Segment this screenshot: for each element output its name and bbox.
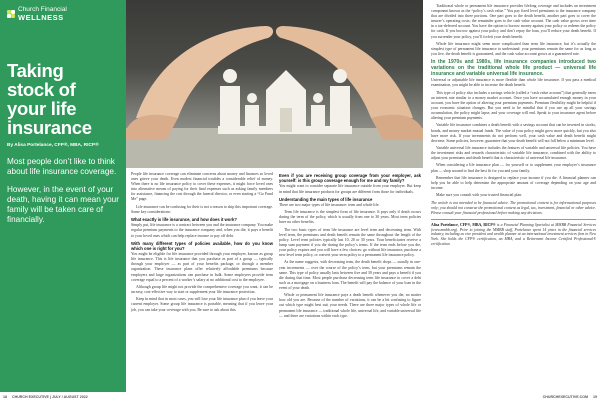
section-subheading: In the 1970s and 1980s, life insurance companies introduced two variations on the traditional whole life product — universal life insurance and variable universal life insurance. — [431, 59, 596, 78]
article-column-1 — [131, 172, 273, 315]
section-heading: Understanding the main types of life insurance — [279, 196, 373, 202]
body-paragraph: This type of policy also includes a savings vehicle (called a “cash value account”) that generally earns an interest rate similar to a money market account. Once you have accumulated enough money in your account, you have the option of altering your premium payments. Premium flexibility might be helpful if your economic situation changes. But you need to be mindful that if you use up all your savings accumulation, the policy might lapse, and your coverage will end. Speak to your insurance agent before altering your premium payments. — [431, 90, 596, 121]
body-paragraph: People life insurance coverage can eliminate concerns about money and finances so loved ones grieve your death. Even modest financial troubles a considerable relief of money. When there is no life insurance policy to cover these expenses, it might force loved ones into alternative means of paying for their final expenses such as asking family members for assistance, financing the cost through the funeral director, or even starting a “Go Fund Me” page. — [131, 172, 273, 202]
body-paragraph: Traditional whole or permanent life insurance provides lifelong coverage and includes an investment component known as the “policy’s cash value.” You pay fixed level premiums to the insurance company that are divided into three portions. One part goes to the death benefit, another part goes to cover the insurer’s operating costs; the remainder goes to the cash value account. The cash value grows over time in a tax-deferred account. You have the option to borrow money against your policy or redeem the policy for cash. If you borrow against your policy and don’t repay the loan, you’ll reduce your death benefit. If you surrender your policy, you’ll forfeit your death benefit. — [431, 4, 596, 39]
article-lead-paragraph: However, in the event of your death, having it can mean your family will be taken care of financially. — [7, 185, 119, 224]
body-paragraph: As the name suggests, with decreasing term, the death benefit drops — usually in one-year increments — over the course of the policy’s term, but your premiums remain the same. This type of policy usually lasts between five and 30 years and pays a benefit if you die during that time. Most people purchase decreasing term life insurance to cover a debt such as a mortgage on a business loan. The benefit will pay the balance of your loan in the event of your death. — [279, 260, 421, 290]
article-column-3 — [431, 4, 596, 249]
article-title-line: insurance — [7, 117, 92, 138]
body-paragraph: Simply put, life insurance is a contract between you and the insurance company. You make regular premium payments to the insurance company and, when you die, it pays a benefit to your loved ones which can help replace income or pay off debt. — [131, 223, 273, 238]
disclaimer-text: The article is not intended to be financial advice. The promotional content is for informational purposes only; you should not construe the promotional content as legal, tax, investment, financial or other advice. Please consult your financial professional before making any decisions. — [431, 200, 596, 215]
hero-image-hands-protecting-family — [126, 0, 423, 168]
body-paragraph: Although group life might not provide the comprehensive coverage you want, it can be an easy, cost-effective way to start or supplement your life insurance protection. — [131, 284, 273, 295]
author-bio-name: Alisa Portelance, CFP®, MBA, RICP® — [431, 222, 496, 227]
article-column-2 — [279, 172, 421, 321]
hands-family-illustration — [126, 0, 423, 168]
divider — [431, 219, 596, 220]
body-paragraph: Remember that life insurance is designed to replace your income if you die. A financial planner can help you be able to help determine the appropriate amount of coverage depending on your age and income. — [431, 175, 596, 191]
author-bio — [431, 223, 596, 247]
page-footer — [0, 393, 600, 401]
body-paragraph: The two basic types of term life insurance are level term and decreasing term. With level term, the premiums and death benefit remain the same throughout the length of the policy. Level term policies typically last 10, 20 or 30 years. Your beneficiaries receive a lump sum payment if you die during the policy’s terms. If the term ends before you die, your policy expires and you will have a few choices: go without life insurance, purchase a new level term policy, or convert your term policy to a permanent life insurance policy. — [279, 227, 421, 258]
section-heading: Even if you are receiving group coverage from your employer, ask yourself: is this group coverage enough for me and my family? — [279, 173, 421, 184]
article-byline: By Alisa Portelance, CFP®, MBA, RICP® — [7, 143, 99, 148]
body-paragraph: When considering a life insurance plan — for yourself or to supplement your employer’s insurance plan — shop around to find the best fit for you and your family. — [431, 163, 596, 173]
brand-name-line2: WELLNESS — [18, 12, 64, 22]
body-paragraph: There are two major types of life insurance: term and whole life. — [279, 202, 380, 207]
brand-logo — [7, 7, 119, 21]
body-paragraph: Universal or adjustable life insurance is more flexible than whole life insurance. If you pass a medical examination, you might be able to increase the death benefit. — [431, 78, 596, 88]
page-number-left: 18 — [3, 395, 7, 399]
footer-publication-left: CHURCH EXECUTIVE | JULY / AUGUST 2022 — [12, 395, 88, 399]
body-paragraph: You might want to consider separate life insurance outside from your employer. But keep in mind that life insurance products for groups are different from those for individuals. — [279, 184, 421, 194]
body-paragraph: Life insurance can be confusing for their is not a reason to skip this important coverage. Some key considerations: — [131, 204, 273, 214]
body-paragraph: Variable life insurance combines a death benefit with a savings account that can be invested in stocks, bonds, and money market mutual funds. The value of your policy might grow more quickly, but you also have more risk. If your investments do not perform well, your cash value and death benefit might decrease. Some policies, however, guarantee that your death benefit will not fall below a minimum level. — [431, 123, 596, 143]
page-number-right: 19 — [593, 395, 597, 399]
article-title-line: stock of — [7, 79, 76, 100]
author-bio-text: is a Financial Planning Specialist at MMBB Financial Services (www.mmbb.org). Prior to joining the MMBB staff, Portelance spent 14 years in the financial services industry, including as vice president and wealth planner at an international investment services firm in New York. She holds the CFP® certification, an MBA, and a Retirement Income Certified Professional® certification. — [431, 222, 596, 247]
article-intro-panel — [0, 0, 126, 392]
body-paragraph: Variable universal life insurance includes the features of variable and universal life policies. You have the investment risks and rewards characteristic of variable life insurance, combined with the ability to adjust your premiums and death benefit that is characteristic of universal life insurance. — [431, 146, 596, 161]
body-paragraph: Make sure you consult with your trusted financial plan. — [436, 193, 523, 198]
section-heading: With many different types of policies available, how do you know which one is right for you? — [131, 240, 273, 251]
body-paragraph: Whole or permanent life insurance pays a death benefit whenever you die, no matter how old you are. Because of the number of variations, it can be a bit confusing to figure out which type might best suit your needs. There are three major types of whole life or permanent life insurance — traditional whole life, universal life, and variable universal life — and there are variations within each type. — [279, 293, 421, 318]
article-lead-paragraph: Most people don’t like to think about life insurance coverage. — [7, 157, 117, 176]
article-title-line: your life — [7, 98, 77, 119]
footer-publication-right: CHURCHEXECUTIVE.COM — [542, 395, 588, 399]
body-paragraph: You might be eligible for life insurance provided through your employer, known as group life insurance. This is life insurance that you purchase as part of a group — typically through your employer — as part of your benefits package, or through a member organization. These insurance plans offer relatively affordable premiums because employers and large organizations can purchase in bulk. Some employers provide term coverage equal to a percent of a worker’s salary at no additional cost to the employee. — [131, 252, 273, 282]
brand-mark-icon — [7, 10, 15, 18]
body-paragraph: Keep in mind that in most cases, you will lose your life insurance plan if you leave your current employer. Some group life insurance is portable, meaning that if you leave your job, you can take your coverage with you. Be sure to ask about this. — [131, 297, 274, 312]
article-title — [7, 61, 119, 137]
article-title-line: Taking — [7, 60, 64, 81]
body-paragraph: Whole life insurance might seem more complicated than term life insurance, but it’s actually the simplest type of permanent life insurance to understand: your premiums remain the same for as long as you live, the death benefit is guaranteed, and the cash value account grows at a guaranteed rate. — [431, 41, 596, 57]
section-heading: What exactly is life insurance, and how does it work? — [131, 217, 237, 223]
brand-name-line1: Church Financial — [18, 6, 67, 13]
body-paragraph: Term life insurance is the simplest form of life insurance. It pays only if death occurs during the term of the policy, which is usually from one to 30 years. Most term policies have no other benefits. — [279, 210, 421, 225]
